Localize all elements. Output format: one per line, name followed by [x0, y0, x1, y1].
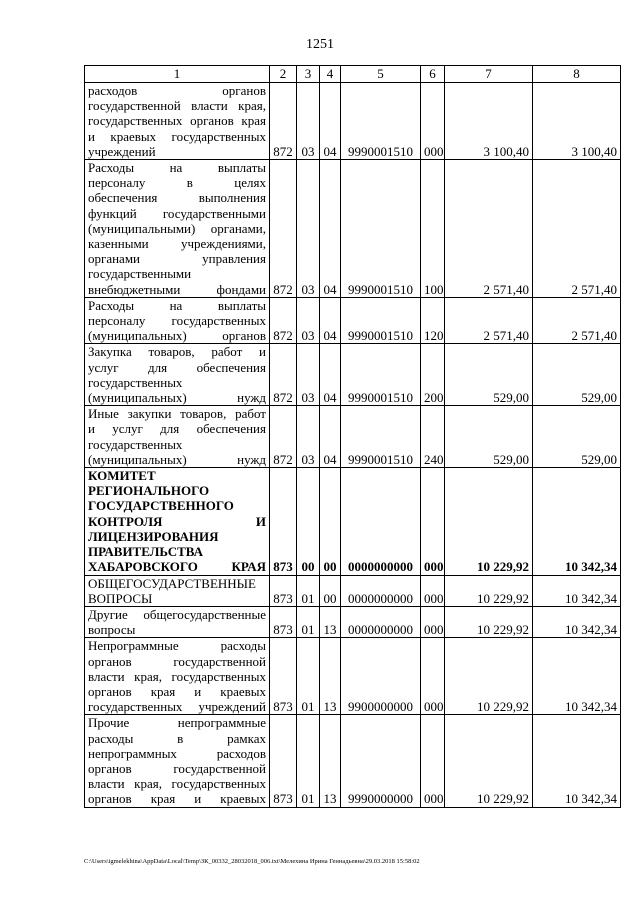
description-line: органов государственной [88, 760, 266, 776]
admin-code-cell: 872 [270, 160, 297, 298]
description-line: вопросы [88, 622, 136, 638]
description-line: расходы в рамках [88, 730, 266, 746]
description-line: персоналу в целях [88, 175, 266, 191]
subsection-code-cell: 04 [320, 297, 341, 344]
amount-2019-cell: 2 571,40 [445, 297, 533, 344]
expense-type-cell: 200 [421, 344, 445, 406]
description-line: Закупка товаров, работ и [88, 344, 266, 360]
table-body [85, 66, 621, 808]
admin-code-cell: 873 [270, 575, 297, 606]
subsection-code-cell: 13 [320, 638, 341, 715]
subsection-code-cell: 04 [320, 83, 341, 160]
column-header: 2 [270, 66, 297, 83]
amount-2019-cell: 10 229,92 [445, 575, 533, 606]
expense-type-cell: 000 [421, 83, 445, 160]
subsection-code-cell: 00 [320, 468, 341, 575]
file-path-footer: C:\Users\igmelekhina\AppData\Local\Temp\ЗК_00332_28032018_006.txt\Мелехина Ирина Геннадьевна\29.03.2018 15:58:02 [84, 858, 420, 865]
target-article-cell: 9990001510 [341, 160, 421, 298]
target-article-cell: 9990000000 [341, 715, 421, 807]
table-row [85, 297, 621, 344]
amount-2019-cell: 529,00 [445, 406, 533, 468]
table-row [85, 606, 621, 637]
subsection-code-cell: 13 [320, 715, 341, 807]
amount-2020-cell: 529,00 [533, 406, 621, 468]
description-line: ВОПРОСЫ [88, 590, 153, 606]
description-line: органами управления [88, 251, 266, 267]
description-line: и краевых государственных [88, 128, 266, 144]
section-code-cell: 01 [297, 715, 320, 807]
table-row [85, 83, 621, 160]
section-code-cell: 01 [297, 575, 320, 606]
description-line: Иные закупки товаров, работ [88, 406, 266, 422]
column-header: 1 [85, 66, 270, 83]
row-description [85, 606, 270, 637]
row-description [85, 344, 270, 406]
description-line: функций государственными [88, 205, 266, 221]
section-code-cell: 01 [297, 638, 320, 715]
amount-2020-cell: 2 571,40 [533, 160, 621, 298]
admin-code-cell: 873 [270, 715, 297, 807]
table-row [85, 406, 621, 468]
column-header: 5 [341, 66, 421, 83]
description-line: органов государственной [88, 653, 266, 669]
description-line: ОБЩЕГОСУДАРСТВЕННЫЕ [88, 575, 256, 591]
section-code-cell: 03 [297, 83, 320, 160]
description-line: государственных органов края [88, 113, 266, 129]
page-number: 1251 [306, 37, 334, 52]
description-line: КОМИТЕТ [88, 468, 156, 484]
description-line: учреждений [88, 143, 156, 159]
description-line: услуг для обеспечения [88, 359, 266, 375]
amount-2020-cell: 3 100,40 [533, 83, 621, 160]
amount-2019-cell: 10 229,92 [445, 638, 533, 715]
expense-type-cell: 120 [421, 297, 445, 344]
table-row [85, 575, 621, 606]
target-article-cell: 0000000000 [341, 468, 421, 575]
description-line: ХАБАРОВСКОГО КРАЯ [88, 559, 266, 575]
description-line: Прочие непрограммные [88, 715, 266, 731]
row-description [85, 297, 270, 344]
description-line: обеспечения выполнения [88, 190, 266, 206]
row-description [85, 160, 270, 298]
amount-2019-cell: 2 571,40 [445, 160, 533, 298]
subsection-code-cell: 04 [320, 344, 341, 406]
admin-code-cell: 873 [270, 638, 297, 715]
expense-type-cell: 000 [421, 638, 445, 715]
section-code-cell: 03 [297, 297, 320, 344]
description-line: (муниципальными) органами, [88, 220, 266, 236]
amount-2019-cell: 10 229,92 [445, 606, 533, 637]
row-description [85, 406, 270, 468]
description-line: власти края, государственных [88, 776, 266, 792]
amount-2020-cell: 10 342,34 [533, 638, 621, 715]
admin-code-cell: 872 [270, 297, 297, 344]
target-article-cell: 9990001510 [341, 83, 421, 160]
target-article-cell: 9990001510 [341, 406, 421, 468]
section-code-cell: 03 [297, 344, 320, 406]
section-code-cell: 03 [297, 406, 320, 468]
expense-type-cell: 000 [421, 468, 445, 575]
table-row [85, 715, 621, 807]
row-description [85, 83, 270, 160]
amount-2019-cell: 529,00 [445, 344, 533, 406]
description-line: персоналу государственных [88, 313, 266, 329]
amount-2020-cell: 10 342,34 [533, 715, 621, 807]
description-line: расходов органов [88, 83, 266, 98]
description-line: государственных [88, 374, 183, 390]
budget-table [84, 65, 621, 808]
table-row [85, 344, 621, 406]
description-line: органов края и краевых [88, 683, 266, 699]
description-line: Другие общегосударственные [88, 606, 266, 622]
description-line: внебюджетными фондами [88, 281, 266, 297]
admin-code-cell: 873 [270, 468, 297, 575]
column-header: 6 [421, 66, 445, 83]
description-line: и услуг для обеспечения [88, 421, 266, 437]
section-code-cell: 00 [297, 468, 320, 575]
subsection-code-cell: 04 [320, 406, 341, 468]
description-line: ЛИЦЕНЗИРОВАНИЯ [88, 528, 219, 544]
amount-2019-cell: 10 229,92 [445, 468, 533, 575]
table-row [85, 160, 621, 298]
description-line: РЕГИОНАЛЬНОГО [88, 483, 210, 499]
admin-code-cell: 872 [270, 83, 297, 160]
target-article-cell: 0000000000 [341, 606, 421, 637]
target-article-cell: 9990001510 [341, 297, 421, 344]
amount-2019-cell: 10 229,92 [445, 715, 533, 807]
description-line: власти края, государственных [88, 668, 266, 684]
expense-type-cell: 000 [421, 715, 445, 807]
description-line: ПРАВИТЕЛЬСТВА [88, 544, 203, 560]
description-line: Непрограммные расходы [88, 638, 266, 654]
description-line: (муниципальных) органов [88, 328, 266, 344]
subsection-code-cell: 13 [320, 606, 341, 637]
description-line: ГОСУДАРСТВЕННОГО [88, 498, 234, 514]
column-header: 4 [320, 66, 341, 83]
amount-2020-cell: 10 342,34 [533, 575, 621, 606]
section-code-cell: 03 [297, 160, 320, 298]
column-header: 7 [445, 66, 533, 83]
row-description [85, 638, 270, 715]
header-row [85, 66, 621, 83]
row-description [85, 468, 270, 575]
description-line: Расходы на выплаты [88, 160, 266, 176]
subsection-code-cell: 04 [320, 160, 341, 298]
description-line: непрограммных расходов [88, 745, 266, 761]
admin-code-cell: 872 [270, 406, 297, 468]
subsection-code-cell: 00 [320, 575, 341, 606]
description-line: государственной власти края, [88, 98, 266, 114]
column-header: 3 [297, 66, 320, 83]
amount-2019-cell: 3 100,40 [445, 83, 533, 160]
row-description [85, 575, 270, 606]
amount-2020-cell: 2 571,40 [533, 297, 621, 344]
amount-2020-cell: 10 342,34 [533, 468, 621, 575]
description-line: государственных [88, 436, 183, 452]
description-line: органов края и краевых [88, 791, 266, 807]
description-line: (муниципальных) нужд [88, 451, 266, 467]
expense-type-cell: 100 [421, 160, 445, 298]
description-line: КОНТРОЛЯ И [88, 513, 266, 529]
table-row [85, 638, 621, 715]
table-row [85, 468, 621, 575]
column-header: 8 [533, 66, 621, 83]
admin-code-cell: 873 [270, 606, 297, 637]
expense-type-cell: 240 [421, 406, 445, 468]
description-line: Расходы на выплаты [88, 297, 266, 313]
target-article-cell: 9900000000 [341, 638, 421, 715]
admin-code-cell: 872 [270, 344, 297, 406]
target-article-cell: 0000000000 [341, 575, 421, 606]
amount-2020-cell: 529,00 [533, 344, 621, 406]
amount-2020-cell: 10 342,34 [533, 606, 621, 637]
description-line: казенными учреждениями, [88, 236, 266, 252]
row-description [85, 715, 270, 807]
section-code-cell: 01 [297, 606, 320, 637]
description-line: государственными [88, 266, 192, 282]
expense-type-cell: 000 [421, 575, 445, 606]
description-line: государственных учреждений [88, 699, 266, 715]
expense-type-cell: 000 [421, 606, 445, 637]
target-article-cell: 9990001510 [341, 344, 421, 406]
description-line: (муниципальных) нужд [88, 390, 266, 406]
